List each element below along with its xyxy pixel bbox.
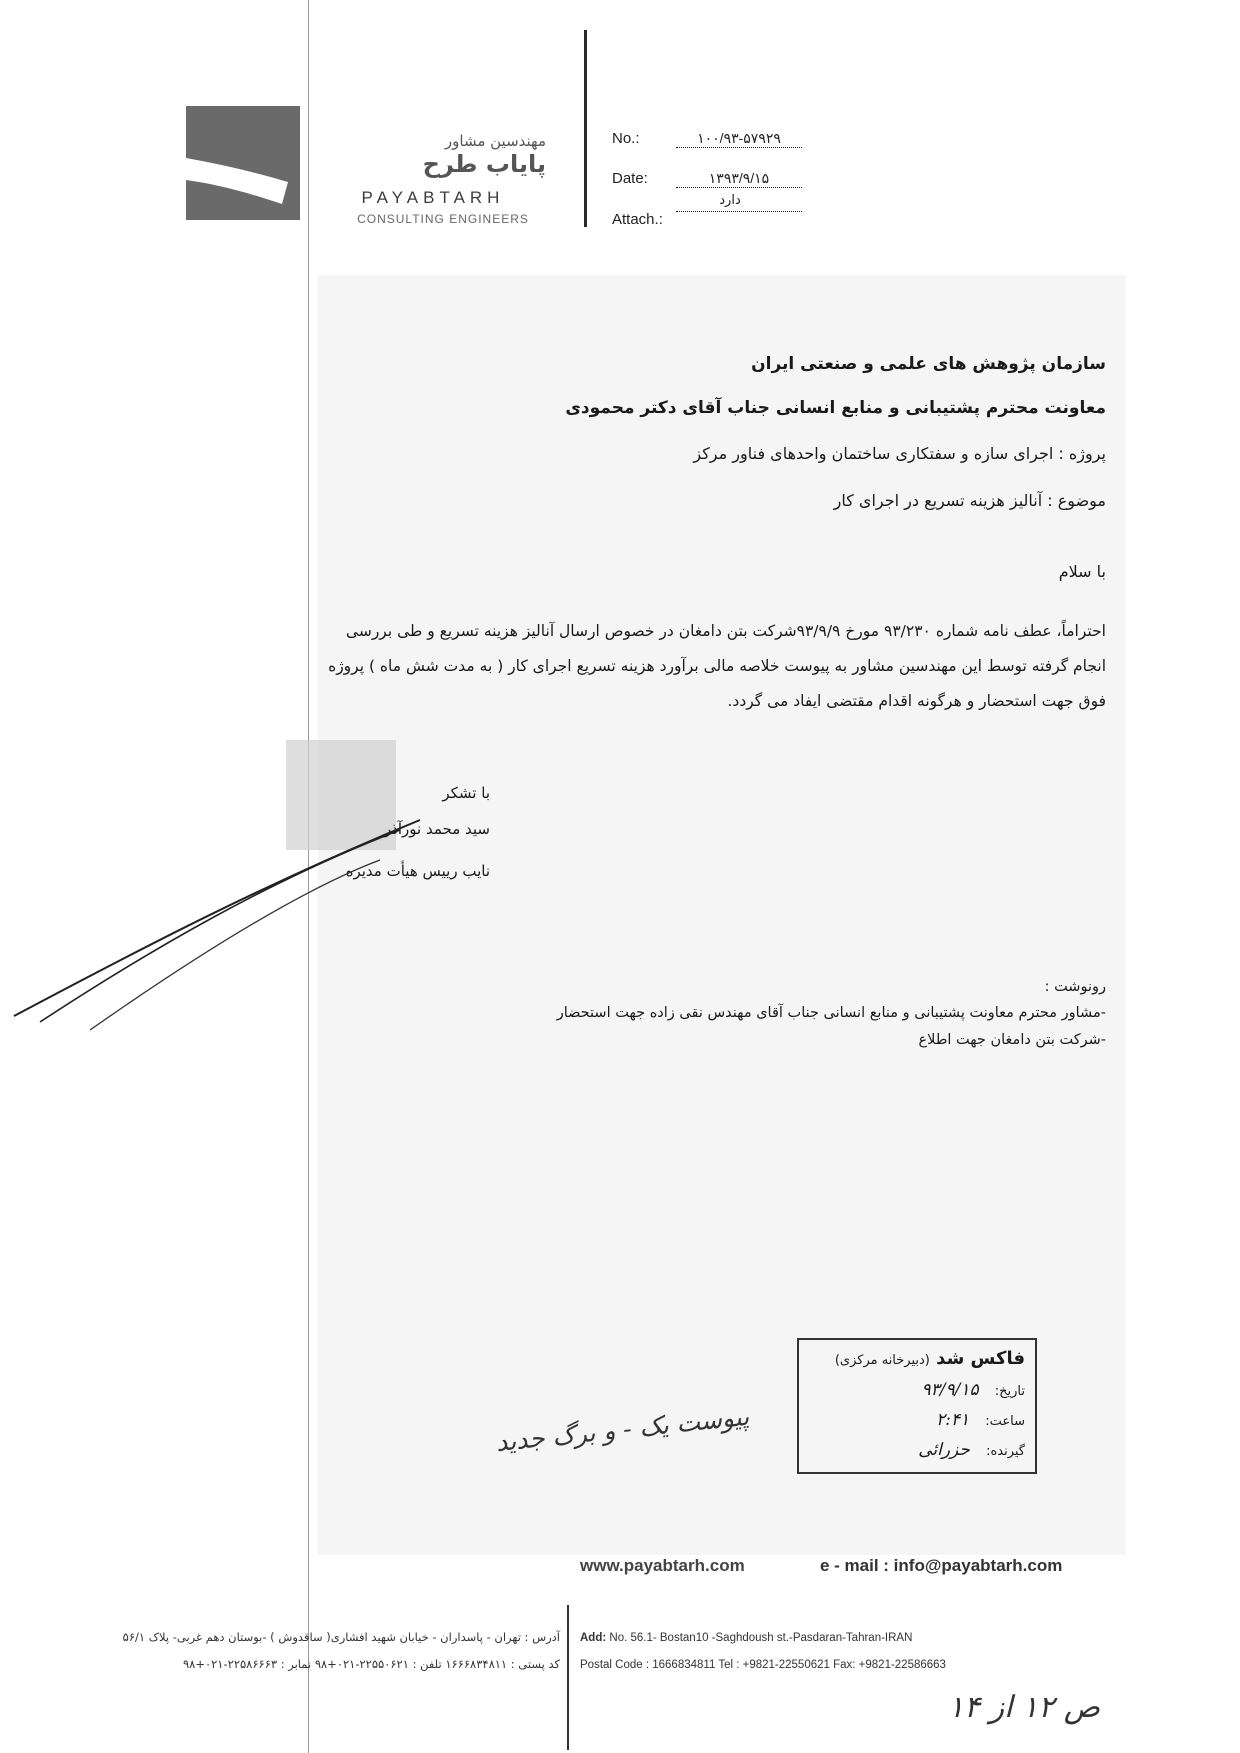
fax-stamp-time-value: ۲:۴۱	[935, 1410, 970, 1430]
body-paragraph-line: احتراماً، عطف نامه شماره ۹۳/۲۳۰ مورخ ۹۳/۹/۹شرکت بتن دامغان در خصوص ارسال آنالیز هزینه تسریع و طی بررسی	[345, 622, 1106, 640]
cc-item: -مشاور محترم معاونت پشتیبانی و منابع انسانی جناب آقای مهندس نقی زاده جهت استحضار	[556, 1005, 1106, 1021]
footer-address-en-value: No. 56.1- Bostan10 -Saghdoush st.-Pasdaran-Tahran-IRAN	[609, 1632, 913, 1644]
fax-stamp	[797, 1338, 1037, 1474]
letter-attach-value: دارد	[719, 193, 741, 208]
company-name-fa: پایاب طرح	[422, 150, 546, 178]
fax-stamp-receiver-value: حزرائی	[918, 1440, 970, 1460]
footer-divider	[567, 1605, 569, 1750]
footer-website: www.payabtarh.com	[580, 1556, 745, 1575]
header-divider	[584, 30, 587, 227]
company-name-en: PAYABTARH	[361, 188, 505, 207]
signer-name: سید محمد نورآذر	[383, 820, 490, 838]
fax-stamp-receiver	[918, 1440, 1025, 1460]
handwritten-note: پیوست یک - و برگ جدید	[494, 1401, 751, 1458]
letter-date-field	[612, 170, 802, 187]
letter-number-label: No.:	[612, 130, 640, 147]
fax-stamp-date-value: ۹۳/۹/۱۵	[921, 1380, 979, 1400]
logo-mark-icon	[186, 106, 300, 220]
letter-number-value: ۱۰۰/۹۳-۵۷۹۲۹	[676, 130, 802, 148]
body-paragraph	[126, 614, 1106, 719]
company-logo	[186, 106, 300, 220]
greeting: با سلام	[1058, 562, 1106, 581]
signer-title: نایب رییس هیأت مدیره	[345, 862, 490, 880]
letter-date-value: ۱۳۹۳/۹/۱۵	[676, 170, 802, 188]
fax-stamp-date-label: تاریخ:	[994, 1384, 1025, 1399]
body-paragraph-line: انجام گرفته توسط این مهندسین مشاور به پیوست خلاصه مالی برآورد هزینه تسریع اجرای کار ( به مدت شش ماه ) پروژه	[328, 657, 1106, 675]
subject-line: موضوع : آنالیز هزینه تسریع در اجرای کار	[833, 491, 1106, 510]
fax-stamp-time-label: ساعت:	[985, 1414, 1025, 1429]
project-line: پروژه : اجرای سازه و سفتکاری ساختمان واحدهای فناور مرکز	[693, 444, 1106, 463]
fax-stamp-receiver-label: گیرنده:	[986, 1444, 1025, 1459]
handwritten-page-number: ص ۱۲ از ۱۴	[947, 1690, 1100, 1725]
body-paragraph-line: فوق جهت استحضار و هرگونه اقدام مقتضی ایفاد می گردد.	[727, 692, 1106, 710]
letter-attach-line	[676, 211, 802, 212]
letter-attach-label: Attach.:	[612, 211, 663, 228]
company-name-fa-small: مهندسین مشاور	[444, 132, 546, 150]
fax-stamp-title-text: فاکس شد	[936, 1348, 1025, 1369]
recipient-person: معاونت محترم پشتیبانی و منابع انسانی جناب آقای دکتر محمودی	[565, 398, 1106, 418]
footer-contacts-fa: کد پستی : ۱۶۶۶۸۳۴۸۱۱ تلفن : ۲۲۵۵۰۶۲۱-۰۲۱+۹۸ نمابر : ۲۲۵۸۶۶۶۳-۰۲۱+۹۸	[182, 1657, 560, 1671]
fax-stamp-title-note: (دبیرخانه مرکزی)	[834, 1353, 930, 1368]
company-subtitle: CONSULTING ENGINEERS	[357, 212, 529, 226]
letter-number-field	[612, 130, 802, 147]
footer-address-en	[580, 1632, 1100, 1644]
fax-stamp-time	[936, 1410, 1025, 1430]
letter-attach-field	[612, 211, 802, 228]
signature-closing: با تشکر	[442, 784, 490, 802]
fax-stamp-title	[835, 1348, 1025, 1369]
fax-stamp-date	[922, 1380, 1026, 1400]
footer-contacts-en: Postal Code : 1666834811 Tel : +9821-22550621 Fax: +9821-22586663	[580, 1659, 946, 1671]
cc-heading: رونوشت :	[1044, 979, 1106, 995]
recipient-organization: سازمان پژوهش های علمی و صنعتی ایران	[751, 354, 1106, 374]
cc-item: -شرکت بتن دامغان جهت اطلاع	[918, 1032, 1106, 1048]
footer-email: e - mail : info@payabtarh.com	[820, 1556, 1063, 1575]
footer-address-fa: آدرس : تهران - پاسداران - خیابان شهید افشاری( ساقدوش ) -بوستان دهم غربی- پلاک ۵۶/۱	[122, 1630, 560, 1644]
letter-date-label: Date:	[612, 170, 648, 187]
footer-address-en-label: Add:	[580, 1632, 607, 1644]
